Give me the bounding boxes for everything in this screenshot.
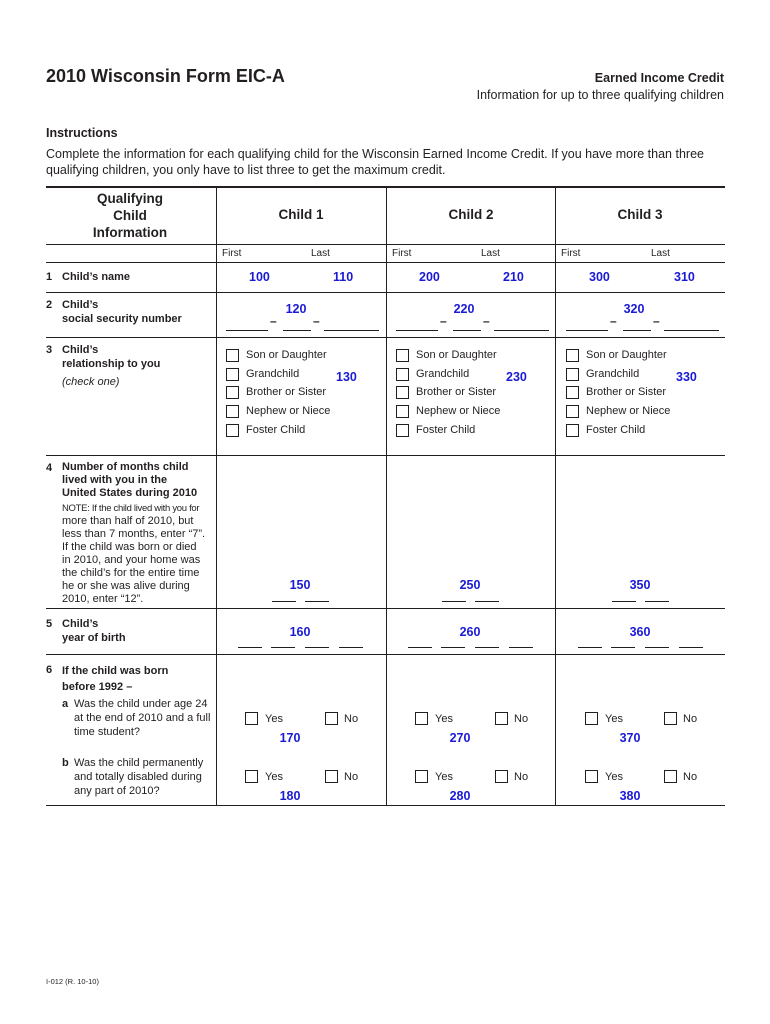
child-2-months-field[interactable]: 250 xyxy=(459,578,481,592)
ssn-underline xyxy=(566,330,608,331)
child-1-son-daughter-checkbox[interactable] xyxy=(226,349,239,362)
child-1-nephew-niece-checkbox[interactable] xyxy=(226,405,239,418)
option-label: Foster Child xyxy=(246,424,306,436)
last-label: Last xyxy=(481,248,500,259)
first-label: First xyxy=(561,248,581,259)
yes-label: Yes xyxy=(265,713,283,725)
last-label: Last xyxy=(311,248,330,259)
child-3-disabled-code: 380 xyxy=(619,789,641,803)
option-label: Brother or Sister xyxy=(246,386,327,398)
months-underline xyxy=(612,601,636,602)
child-1-student-yes-checkbox[interactable] xyxy=(245,712,258,725)
year-underline xyxy=(578,647,602,648)
months-underline xyxy=(645,601,669,602)
child-1-header: Child 1 xyxy=(278,207,324,222)
ssn-underline xyxy=(324,330,379,331)
child-2-sibling-checkbox[interactable] xyxy=(396,386,409,399)
child-3-relationship-code: 330 xyxy=(676,370,697,384)
no-label: No xyxy=(683,713,698,725)
year-underline xyxy=(645,647,669,648)
ssn-underline xyxy=(396,330,438,331)
child-3-last-name-field[interactable]: 310 xyxy=(674,270,695,284)
child-2-relationship-code: 230 xyxy=(506,370,527,384)
child-2-student-code: 270 xyxy=(449,731,471,745)
qualifying-child-header: Qualifying Child Information xyxy=(92,191,168,240)
child-2-student-yes-checkbox[interactable] xyxy=(415,712,428,725)
child-3-year-field[interactable]: 360 xyxy=(629,625,651,639)
child-3-sibling-checkbox[interactable] xyxy=(566,386,579,399)
child-2-disabled-no-checkbox[interactable] xyxy=(495,770,508,783)
child-1-student-code: 170 xyxy=(279,731,301,745)
child-3-student-code: 370 xyxy=(619,731,641,745)
child-1-grandchild-checkbox[interactable] xyxy=(226,368,239,381)
child-2-foster-child-checkbox[interactable] xyxy=(396,424,409,437)
check-one-note: (check one) xyxy=(62,376,120,388)
ssn-underline xyxy=(494,330,549,331)
yes-label: Yes xyxy=(435,713,453,725)
option-label: Nephew or Niece xyxy=(416,405,501,417)
form-code: I-012 (R. 10-10) xyxy=(46,977,99,986)
student-question: Was the child under age 24 at the end of 2010 and a full time student? xyxy=(74,698,211,738)
yes-label: Yes xyxy=(265,771,283,783)
col-divider-2 xyxy=(386,187,387,805)
option-label: Brother or Sister xyxy=(586,386,667,398)
child-2-last-name-field[interactable]: 210 xyxy=(503,270,524,284)
months-underline xyxy=(475,601,499,602)
ssn-label: Child’s social security number xyxy=(62,299,182,325)
child-1-disabled-yes-checkbox[interactable] xyxy=(245,770,258,783)
relationship-label: Child’s relationship to you xyxy=(62,344,161,370)
child-2-grandchild-checkbox[interactable] xyxy=(396,368,409,381)
child-3-ssn-field[interactable]: 320 xyxy=(623,302,645,316)
no-label: No xyxy=(514,713,529,725)
ssn-dash: – xyxy=(313,314,320,328)
option-label: Son or Daughter xyxy=(586,349,667,361)
months-label: Number of months child lived with you in the United States during 2010 xyxy=(62,461,198,499)
child-1-relationship-code: 130 xyxy=(336,370,357,384)
option-label: Son or Daughter xyxy=(416,349,497,361)
child-2-first-name-field[interactable]: 200 xyxy=(419,270,440,284)
no-label: No xyxy=(344,713,359,725)
ssn-dash: – xyxy=(653,314,660,328)
child-1-year-field[interactable]: 160 xyxy=(289,625,311,639)
child-3-header: Child 3 xyxy=(617,207,663,222)
child-2-header: Child 2 xyxy=(448,207,494,222)
year-underline xyxy=(509,647,533,648)
no-label: No xyxy=(344,771,359,783)
form-subtitle-bold: Earned Income Credit xyxy=(594,71,724,85)
child-3-son-daughter-checkbox[interactable] xyxy=(566,349,579,362)
yes-label: Yes xyxy=(435,771,453,783)
row-number: 3 xyxy=(46,344,53,356)
option-label: Grandchild xyxy=(586,368,640,380)
child-1-months-field[interactable]: 150 xyxy=(289,578,311,592)
months-underline xyxy=(272,601,296,602)
first-label: First xyxy=(222,248,242,259)
ssn-dash: – xyxy=(270,314,277,328)
disabled-question: Was the child permanently and totally disabled during any part of 2010? xyxy=(74,757,204,797)
row-number: 2 xyxy=(46,299,53,311)
row-number: 1 xyxy=(46,271,53,283)
row-number: 4 xyxy=(46,462,53,474)
childs-name-label: Child’s name xyxy=(62,271,131,283)
child-2-nephew-niece-checkbox[interactable] xyxy=(396,405,409,418)
year-underline xyxy=(679,647,703,648)
child-3-grandchild-checkbox[interactable] xyxy=(566,368,579,381)
instructions-heading: Instructions xyxy=(46,126,118,140)
child-1-first-name-field[interactable]: 100 xyxy=(249,270,270,284)
option-label: Son or Daughter xyxy=(246,349,327,361)
year-of-birth-label: Child’s year of birth xyxy=(62,618,126,644)
child-1-disabled-code: 180 xyxy=(279,789,301,803)
year-underline xyxy=(238,647,262,648)
child-2-disabled-code: 280 xyxy=(449,789,471,803)
child-3-student-yes-checkbox[interactable] xyxy=(585,712,598,725)
child-1-student-no-checkbox[interactable] xyxy=(325,712,338,725)
year-underline xyxy=(305,647,329,648)
first-label: First xyxy=(392,248,412,259)
table-bottom-rule xyxy=(46,805,725,806)
year-underline xyxy=(475,647,499,648)
ssn-dash: – xyxy=(483,314,490,328)
col-divider-1 xyxy=(216,187,217,805)
child-3-disabled-yes-checkbox[interactable] xyxy=(585,770,598,783)
months-underline xyxy=(442,601,466,602)
child-3-disabled-no-checkbox[interactable] xyxy=(664,770,677,783)
col-divider-3 xyxy=(555,187,556,805)
ssn-underline xyxy=(664,330,719,331)
yes-label: Yes xyxy=(605,713,623,725)
child-3-months-field[interactable]: 350 xyxy=(629,578,651,592)
no-label: No xyxy=(683,771,698,783)
ssn-dash: – xyxy=(610,314,617,328)
option-label: Foster Child xyxy=(416,424,476,436)
child-3-foster-child-checkbox[interactable] xyxy=(566,424,579,437)
option-label: Grandchild xyxy=(416,368,470,380)
year-underline xyxy=(271,647,295,648)
months-note: NOTE: If the child lived with you for more than half of 2010, but less than 7 months, enter “7”. If the child was born or died in 2010, and your home was the child’s for the entire time he or she was alive during 2010, enter “12”. xyxy=(62,503,206,605)
child-2-son-daughter-checkbox[interactable] xyxy=(396,349,409,362)
ssn-dash: – xyxy=(440,314,447,328)
child-1-sibling-checkbox[interactable] xyxy=(226,386,239,399)
option-label: Nephew or Niece xyxy=(586,405,671,417)
form-subtitle: Information for up to three qualifying children xyxy=(476,88,724,102)
last-label: Last xyxy=(651,248,670,259)
child-3-student-no-checkbox[interactable] xyxy=(664,712,677,725)
yes-label: Yes xyxy=(605,771,623,783)
option-label: Foster Child xyxy=(586,424,646,436)
ssn-underline xyxy=(283,330,311,331)
instructions-line-2: qualifying children, you only have to list three to get the maximum credit. xyxy=(46,163,446,177)
option-label: Nephew or Niece xyxy=(246,405,331,417)
instructions-text xyxy=(46,146,726,178)
child-2-disabled-yes-checkbox[interactable] xyxy=(415,770,428,783)
year-underline xyxy=(611,647,635,648)
no-label: No xyxy=(514,771,529,783)
option-label: Brother or Sister xyxy=(416,386,497,398)
child-1-ssn-field[interactable]: 120 xyxy=(285,302,307,316)
sub-letter-b: b xyxy=(62,757,69,769)
year-underline xyxy=(408,647,432,648)
instructions-line-1: Complete the information for each qualifying child for the Wisconsin Earned Income Credit. If you have more than three xyxy=(46,147,704,161)
child-2-ssn-field[interactable]: 220 xyxy=(453,302,475,316)
ssn-underline xyxy=(623,330,651,331)
child-1-disabled-no-checkbox[interactable] xyxy=(325,770,338,783)
year-underline xyxy=(339,647,363,648)
child-3-nephew-niece-checkbox[interactable] xyxy=(566,405,579,418)
born-before-label: If the child was born before 1992 – xyxy=(62,665,169,693)
sub-letter-a: a xyxy=(62,698,69,710)
year-underline xyxy=(441,647,465,648)
child-1-last-name-field[interactable]: 110 xyxy=(333,270,354,284)
child-3-first-name-field[interactable]: 300 xyxy=(589,270,610,284)
ssn-underline xyxy=(226,330,268,331)
child-2-year-field[interactable]: 260 xyxy=(459,625,481,639)
row-number: 6 xyxy=(46,664,53,676)
option-label: Grandchild xyxy=(246,368,300,380)
row-number: 5 xyxy=(46,618,53,630)
page-title: 2010 Wisconsin Form EIC-A xyxy=(46,66,285,86)
child-1-foster-child-checkbox[interactable] xyxy=(226,424,239,437)
months-underline xyxy=(305,601,329,602)
ssn-underline xyxy=(453,330,481,331)
child-2-student-no-checkbox[interactable] xyxy=(495,712,508,725)
